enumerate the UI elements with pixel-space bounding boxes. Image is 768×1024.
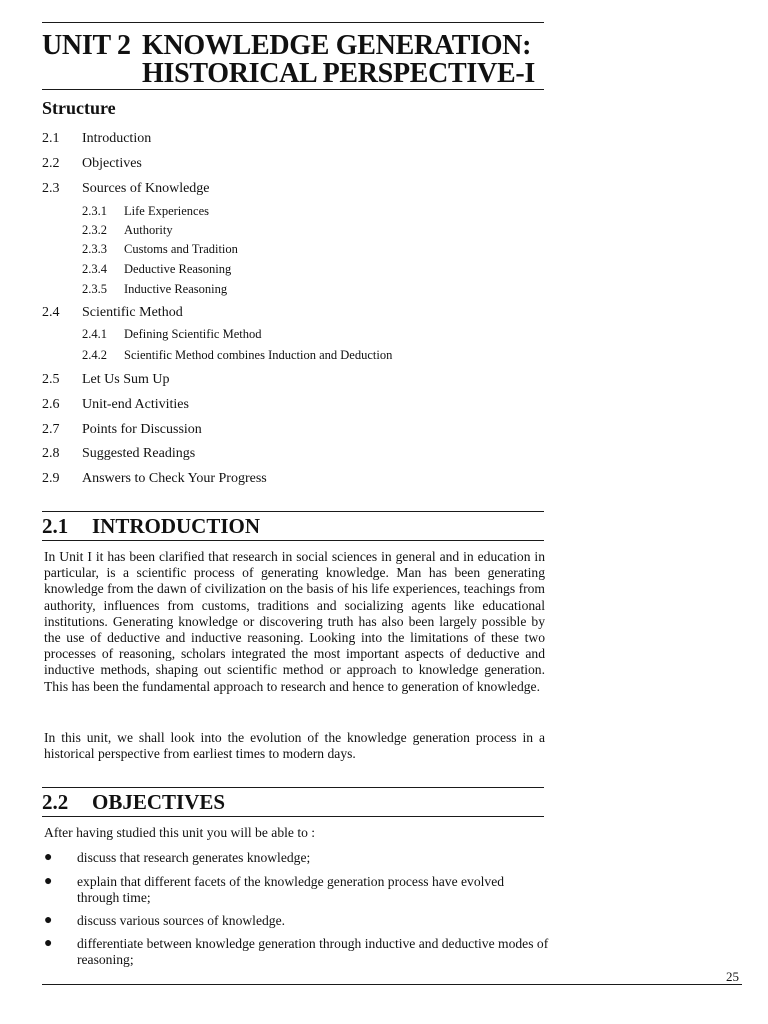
unit-title-line-2: HISTORICAL PERSPECTIVE-I	[142, 58, 535, 89]
toc-item-number: 2.3.3	[82, 242, 107, 256]
objectives-heading	[42, 790, 225, 815]
toc-item-number: 2.8	[42, 446, 60, 461]
page-number: 25	[726, 969, 739, 984]
objective-text: differentiate between knowledge generation through inductive and deductive modes of reasoning;	[77, 936, 549, 968]
bullet-icon: ●	[44, 850, 53, 865]
toc-item-number: 2.5	[42, 372, 60, 387]
toc-item-text: Points for Discussion	[82, 422, 202, 437]
toc-item-number: 2.3.2	[82, 223, 107, 237]
toc-item-number: 2.4.2	[82, 348, 107, 362]
toc-item-number: 2.3.5	[82, 282, 107, 296]
section-number: 2.2	[42, 790, 69, 814]
objective-text: discuss various sources of knowledge.	[77, 913, 286, 928]
structure-heading: Structure	[42, 98, 116, 118]
objectives-lead: After having studied this unit you will be able to :	[44, 825, 316, 840]
toc-item-text: Unit-end Activities	[82, 397, 189, 412]
unit-label: UNIT 2	[42, 30, 131, 61]
title-top-rule	[42, 22, 544, 23]
toc-item-text: Scientific Method	[82, 305, 183, 320]
unit-title-line-1: KNOWLEDGE GENERATION:	[142, 30, 532, 61]
bullet-icon: ●	[44, 913, 53, 928]
toc-item-number: 2.9	[42, 471, 60, 486]
toc-item-number: 2.2	[42, 156, 60, 171]
toc-item-number: 2.6	[42, 397, 60, 412]
toc-item-number: 2.4	[42, 305, 60, 320]
toc-item-text: Let Us Sum Up	[82, 372, 170, 387]
objectives-top-rule	[42, 787, 544, 788]
toc-item-text: Introduction	[82, 131, 152, 146]
toc-item-text: Customs and Tradition	[124, 242, 238, 256]
section-number: 2.1	[42, 514, 69, 538]
toc-item-number: 2.1	[42, 131, 60, 146]
toc-item-text: Objectives	[82, 156, 142, 171]
toc-item-text: Answers to Check Your Progress	[82, 471, 267, 486]
footer-rule	[42, 984, 742, 985]
toc-item-text: Suggested Readings	[82, 446, 196, 461]
toc-item-number: 2.3.1	[82, 204, 107, 218]
section-title: INTRODUCTION	[92, 514, 261, 538]
intro-paragraph-1: In Unit I it has been clarified that research in social sciences in general and in education in particular, is a scientific process of generating knowledge. Man has been generating knowledge from the dawn of civilization on the basis of his life experiences, teachings from authority, influences from customs, traditions and socializing agents like educational institutions. Generating knowledge or discovering truth has also been largely possible by the use of deductive and inductive reasoning. Looking into the limitations of these two processes of reasoning, scholars integrated the most important aspects of deductive and inductive methods, shaping out scientific method or approach to knowledge generation. This has been the fundamental approach to research and hence to generation of knowledge.	[44, 549, 545, 694]
objectives-bottom-rule	[42, 816, 544, 817]
toc-item-number: 2.7	[42, 422, 60, 437]
toc-item-text: Defining Scientific Method	[124, 327, 262, 341]
title-bottom-rule	[42, 89, 544, 90]
bullet-icon: ●	[44, 936, 53, 951]
toc-item-text: Authority	[124, 223, 173, 237]
toc-item-number: 2.3.4	[82, 262, 107, 276]
toc-item-text: Inductive Reasoning	[124, 282, 228, 296]
intro-top-rule	[42, 511, 544, 512]
intro-bottom-rule	[42, 540, 544, 541]
toc-item-text: Scientific Method combines Induction and Deduction	[124, 348, 393, 362]
toc-item-number: 2.4.1	[82, 327, 107, 341]
introduction-heading	[42, 514, 260, 539]
toc-item-text: Deductive Reasoning	[124, 262, 232, 276]
toc-item-text: Sources of Knowledge	[82, 181, 210, 196]
section-title: OBJECTIVES	[92, 790, 226, 814]
toc-item-number: 2.3	[42, 181, 60, 196]
objective-text: explain that different facets of the knowledge generation process have evolved through time;	[77, 874, 505, 906]
intro-paragraph-2: In this unit, we shall look into the evolution of the knowledge generation process in a historical perspective from earliest times to modern days.	[44, 730, 545, 762]
toc-item-text: Life Experiences	[124, 204, 210, 218]
objective-text: discuss that research generates knowledge;	[77, 850, 311, 865]
bullet-icon: ●	[44, 874, 53, 889]
